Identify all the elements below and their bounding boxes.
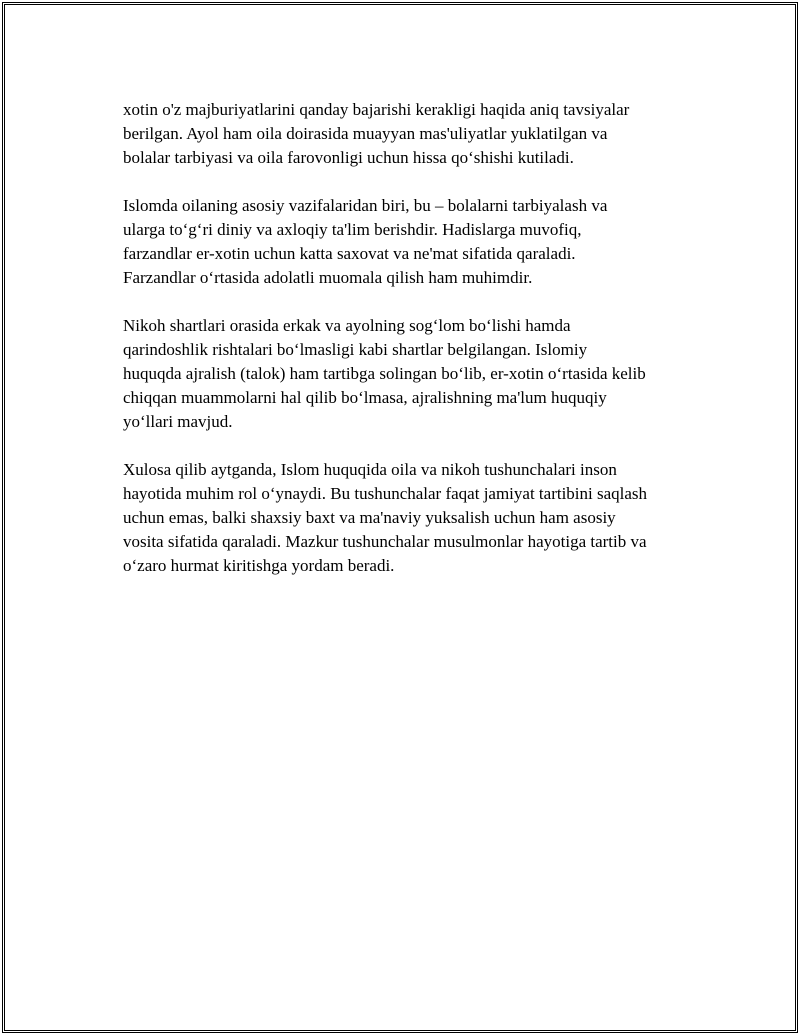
text-line: o‘zaro hurmat kiritishga yordam beradi.: [123, 556, 395, 575]
text-line: farzandlar er-xotin uchun katta saxovat va ne'mat sifatida qaraladi.: [123, 244, 576, 263]
text-line: qarindoshlik rishtalari bo‘lmasligi kabi shartlar belgilangan. Islomiy: [123, 340, 588, 359]
text-line: Xulosa qilib aytganda, Islom huquqida oila va nikoh tushunchalari inson: [123, 460, 617, 479]
text-line: Farzandlar o‘rtasida adolatli muomala qilish ham muhimdir.: [123, 268, 533, 287]
text-line: huquqda ajralish (talok) ham tartibga solingan bo‘lib, er-xotin o‘rtasida kelib: [123, 364, 646, 383]
paragraph-3: [123, 314, 703, 434]
text-line: yo‘llari mavjud.: [123, 412, 233, 431]
text-line: ularga to‘g‘ri diniy va axloqiy ta'lim berishdir. Hadislarga muvofiq,: [123, 220, 582, 239]
page-content: [123, 98, 703, 602]
text-line: Nikoh shartlari orasida erkak va ayolning sog‘lom bo‘lishi hamda: [123, 316, 571, 335]
text-line: bolalar tarbiyasi va oila farovonligi uchun hissa qo‘shishi kutiladi.: [123, 148, 574, 167]
text-line: berilgan. Ayol ham oila doirasida muayyan mas'uliyatlar yuklatilgan va: [123, 124, 608, 143]
text-line: uchun emas, balki shaxsiy baxt va ma'naviy yuksalish uchun ham asosiy: [123, 508, 616, 527]
paragraph-4: [123, 458, 703, 578]
text-line: chiqqan muammolarni hal qilib bo‘lmasa, ajralishning ma'lum huquqiy: [123, 388, 607, 407]
text-line: Islomda oilaning asosiy vazifalaridan biri, bu – bolalarni tarbiyalash va: [123, 196, 608, 215]
paragraph-2: [123, 194, 703, 290]
paragraph-1: [123, 98, 703, 170]
page-frame: [2, 2, 798, 1033]
text-line: vosita sifatida qaraladi. Mazkur tushunchalar musulmonlar hayotiga tartib va: [123, 532, 647, 551]
text-line: xotin o'z majburiyatlarini qanday bajarishi kerakligi haqida aniq tavsiyalar: [123, 100, 630, 119]
text-line: hayotida muhim rol o‘ynaydi. Bu tushunchalar faqat jamiyat tartibini saqlash: [123, 484, 648, 503]
